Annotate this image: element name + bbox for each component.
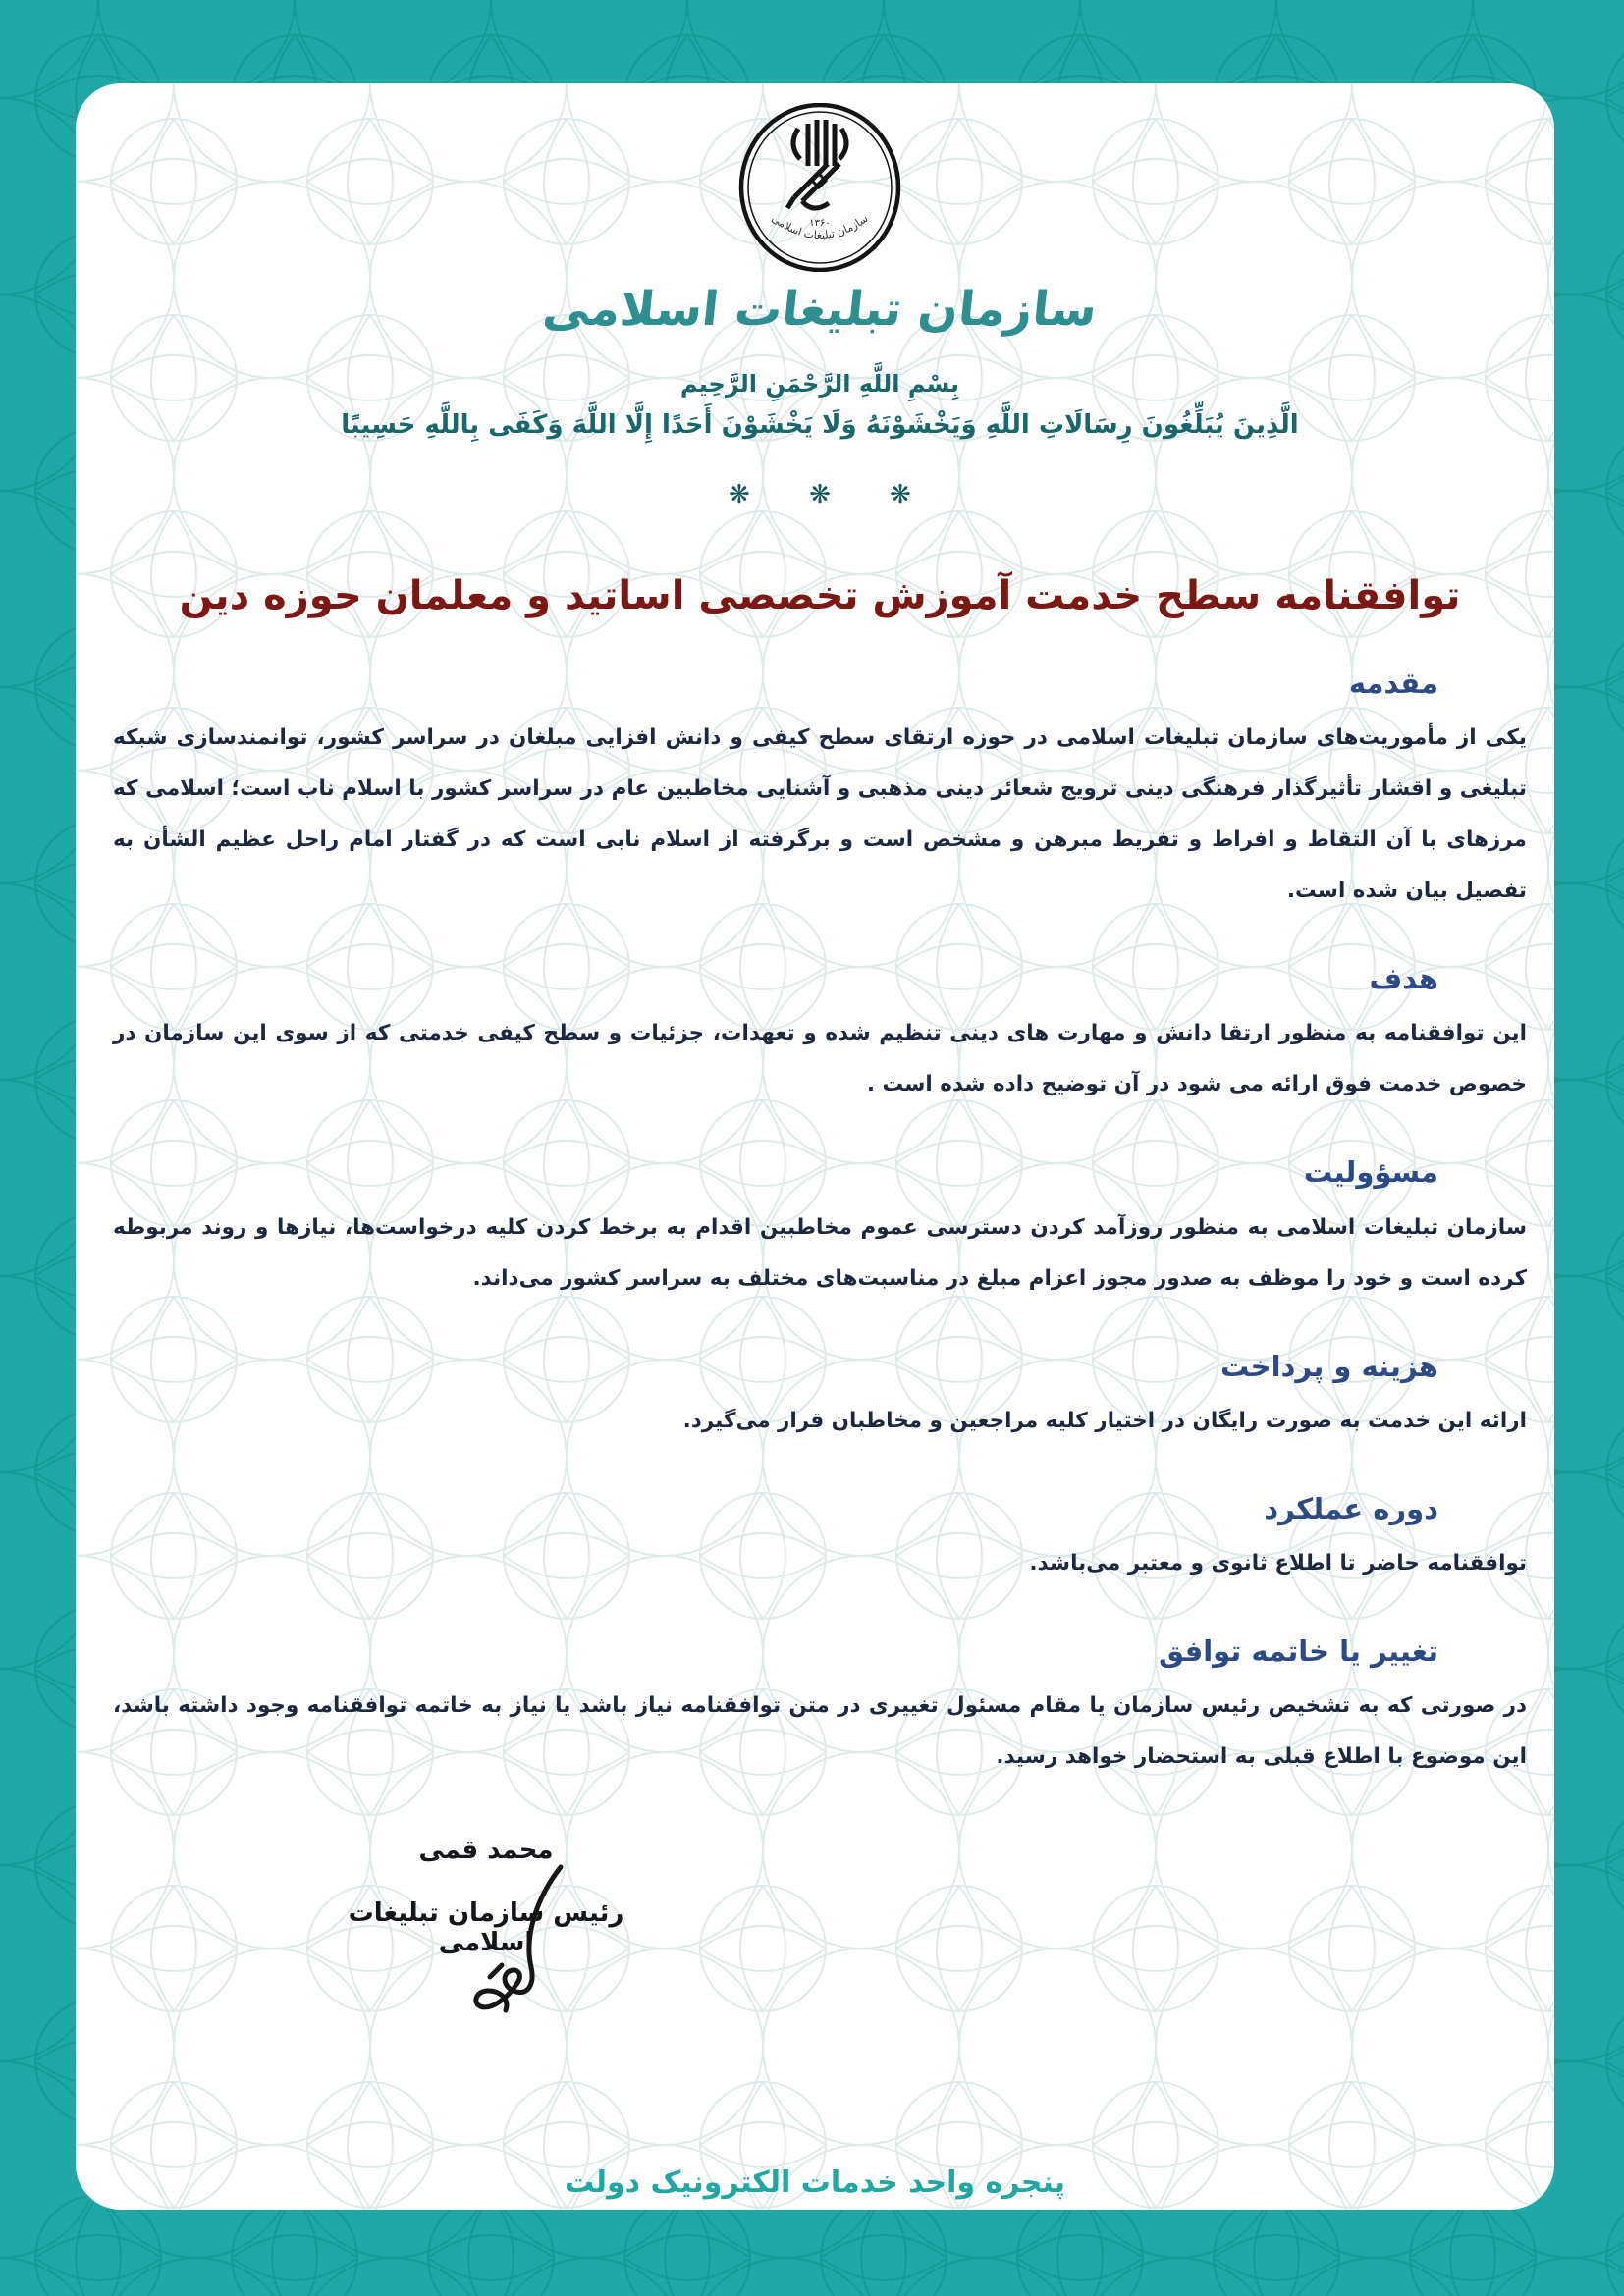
emblem-caption: سازمان تبلیغات اسلامی — [769, 211, 871, 242]
section-heading: مسؤولیت — [1303, 1155, 1438, 1190]
signatory-title: رئیس سازمان تبلیغات اسلامی — [348, 1898, 624, 1958]
org-calligraphy: سازمان تبلیغات اسلامی — [540, 282, 1100, 337]
section-heading: مقدمه — [1348, 667, 1438, 701]
sections — [113, 665, 1527, 1783]
paper-sheet — [76, 83, 1554, 2210]
allah-monogram — [787, 120, 846, 208]
section-body: یکی از مأموریت‌های سازمان تبلیغات اسلامی در حوزه ارتقای سطح کیفی و دانش افزایی مبلغان در سراسر کشور، توانمندسازی شبکه تبلیغی و اقشار تأثیرگذار فرهنگی دینی ترویج شعائر دینی مذهبی و آشنایی مخاطبین عام در سراسر کشور با اسلام ناب است؛ اسلامی که مرزهای با آن التقاط و افراط و تفریط مبرهن و مشخص است و برگرفته از اسلام نابی است که در گفتار امام راحل عظیم الشأن به تفصیل بیان شده است. — [113, 725, 1527, 904]
footer-text: پنجره واحد خدمات الکترونیک دولت — [565, 2165, 1065, 2200]
section-introduction — [113, 665, 1527, 917]
section-heading: دوره عملکرد — [1264, 1491, 1438, 1525]
section-change-termination — [113, 1632, 1527, 1783]
section-body: توافقنامه حاضر تا اطلاع ثانوی و معتبر می‌باشد. — [1029, 1550, 1527, 1575]
signature-block — [319, 1836, 653, 1957]
document-title: توافقنامه سطح خدمت آموزش تخصصی اساتید و معلمان حوزه دین — [179, 573, 1461, 619]
document-content — [76, 83, 1554, 2210]
section-heading: تغییر یا خاتمه توافق — [1159, 1633, 1438, 1668]
section-heading: هدف — [1369, 962, 1438, 996]
section-body: سازمان تبلیغات اسلامی به منظور روزآمد کردن دسترسی عموم مخاطبین اقدام به برخط کردن کلیه درخواست‌ها، نیازها و روند مربوطه کرده است و خود را موظف به صدور مجوز اعزام مبلغ در مناسبت‌های مختلف به سراسر کشور می‌داند. — [113, 1214, 1527, 1291]
section-body: در صورتی که به تشخیص رئیس سازمان یا مقام مسئول تغییری در متن توافقنامه نیاز باشد یا نیاز به خاتمه توافقنامه وجود داشته باشد، این موضوع با اطلاع قبلی به استحضار خواهد رسید. — [113, 1693, 1527, 1770]
signatory-name: محمد قمی — [418, 1836, 554, 1866]
section-body: این توافقنامه به منظور ارتقا دانش و مهارت های دینی تنظیم شده و تعهدات، جزئیات و سطح کیفی خدمتی که از سوی این سازمان در خصوص خدمت فوق ارائه می شود در آن توضیح داده شده است . — [113, 1021, 1527, 1097]
bismillah-line: بِسْمِ اللَّهِ الرَّحْمَنِ الرَّحِيم — [679, 369, 960, 398]
section-cost-payment — [113, 1348, 1527, 1447]
section-responsibility — [113, 1153, 1527, 1304]
section-heading: هزینه و پرداخت — [1219, 1349, 1438, 1383]
org-emblem — [733, 103, 906, 272]
signature-scribble — [466, 1861, 594, 2033]
quran-verse: الَّذِينَ يُبَلِّغُونَ رِسَالَاتِ اللَّهِ وَيَخْشَوْنَهُ وَلَا يَخْشَوْنَ أَحَدًا إِلَّا اللَّهَ وَكَفَى بِاللَّهِ حَسِيبًا — [341, 410, 1299, 441]
section-performance-period — [113, 1490, 1527, 1589]
section-goal — [113, 960, 1527, 1110]
ornament-separator: ❋ ❋ ❋ — [729, 480, 937, 510]
section-body: ارائه این خدمت به صورت رایگان در اختیار کلیه مراجعین و مخاطبان قرار می‌گیرد. — [682, 1408, 1527, 1433]
emblem-year: ۱۳۶۰ — [809, 218, 831, 229]
